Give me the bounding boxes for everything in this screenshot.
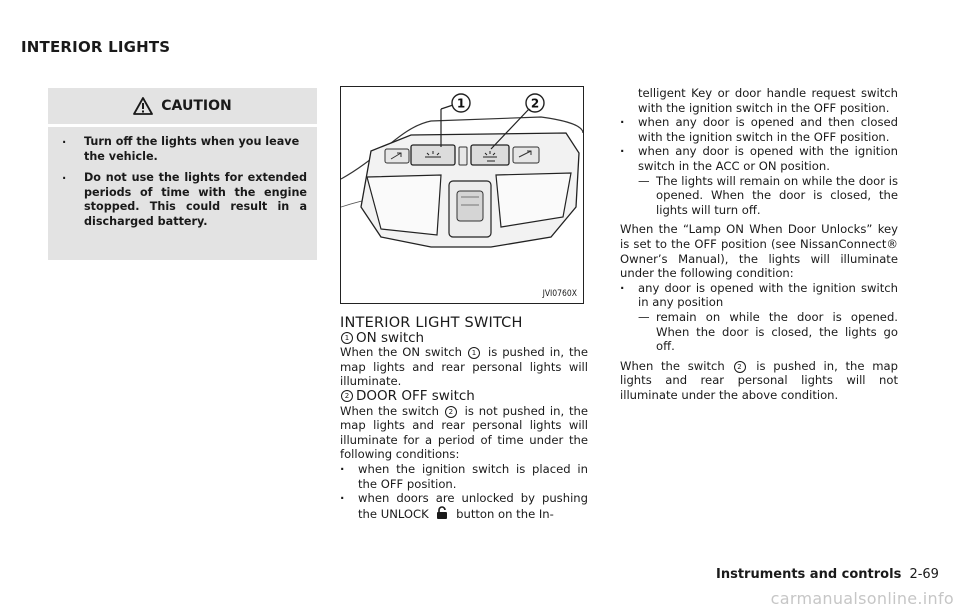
footer-section: Instruments and controls — [716, 567, 902, 582]
bullet-2-text-b: button on the In- — [456, 506, 554, 521]
on-switch-text-a: When the ON switch — [340, 345, 463, 360]
callout-1-label: 1 — [456, 96, 466, 111]
door-off-heading — [340, 389, 588, 404]
door-off-text — [340, 404, 588, 462]
dash-item-1-text: The lights will remain on while the door is opened. When the door is closed, the lights will turn off. — [656, 173, 898, 217]
door-off-bullet-1: . when the ignition switch is placed in the OFF position. — [340, 462, 588, 491]
footer-page-number: 2-69 — [909, 567, 939, 582]
dash-item-2-text: remain on while the door is opened. When the door is closed, the lights go off. — [656, 309, 898, 354]
caution-header — [48, 88, 317, 127]
number-1-icon: 1 — [468, 347, 480, 359]
page-footer — [716, 567, 939, 582]
caution-title: CAUTION — [161, 98, 232, 114]
caution-box — [48, 88, 317, 260]
figure-label: JVI0760X — [542, 289, 577, 299]
lamp-paragraph: When the “Lamp ON When Door Unlocks” key is set to the OFF position (see NissanConnect® Owner’s Manual), the lights will illuminate under the following condition: — [620, 222, 898, 281]
overhead-console-illustration — [341, 87, 583, 303]
caution-item: . Do not use the lights for extended periods of time with the engine stopped. This could result in a discharged battery. — [60, 171, 307, 229]
bullet-2-text-a: when doors are unlocked by pushing the UNLOCK — [358, 491, 588, 521]
dash-item-2 — [638, 310, 898, 354]
on-switch-text-b: is pushed in, the map lights and rear personal lights will illuminate. — [340, 345, 588, 389]
on-switch-text — [340, 345, 588, 389]
final-text-b: is pushed in, the map lights and rear personal lights will not illuminate under the above condition. — [620, 358, 899, 402]
door-off-text-a: When the switch — [340, 403, 439, 418]
bullet-5: . any door is opened with the ignition switch in any position — [620, 281, 898, 310]
dash-item-1 — [638, 174, 898, 218]
interior-light-figure — [340, 86, 584, 304]
continued-text: telligent Key or door handle request switch with the ignition switch in the OFF position. — [638, 86, 898, 115]
number-1-icon: 1 — [341, 332, 353, 344]
dash-mark: — — [638, 309, 650, 324]
watermark: carmanualsonline.info — [770, 589, 954, 608]
number-2-icon: 2 — [341, 390, 353, 402]
callout-2-label: 2 — [530, 96, 540, 111]
final-text-a: When the switch — [620, 358, 725, 373]
door-off-title: DOOR OFF switch — [356, 387, 475, 404]
bullet-3: . when any door is opened and then closed with the ignition switch in the OFF position. — [620, 115, 898, 144]
middle-column — [340, 316, 588, 521]
on-switch-title: ON switch — [356, 329, 425, 346]
final-paragraph — [620, 359, 898, 403]
caution-list — [48, 127, 317, 229]
door-off-text-b: is not pushed in, the map lights and rear personal lights will illuminate for a period of time under the following conditions: — [340, 403, 589, 462]
section-title: INTERIOR LIGHTS — [21, 38, 171, 56]
switch-heading: INTERIOR LIGHT SWITCH — [340, 315, 523, 331]
bullet-4: . when any door is opened with the ignition switch in the ACC or ON position. — [620, 144, 898, 173]
warning-icon — [133, 97, 153, 115]
unlock-icon — [435, 506, 449, 520]
door-off-bullet-2 — [340, 491, 588, 521]
right-column — [620, 86, 898, 402]
number-2-icon: 2 — [734, 361, 746, 373]
number-2-icon: 2 — [445, 406, 457, 418]
on-switch-heading — [340, 331, 588, 346]
dash-mark: — — [638, 173, 650, 188]
caution-item: . Turn off the lights when you leave the vehicle. — [60, 135, 307, 164]
